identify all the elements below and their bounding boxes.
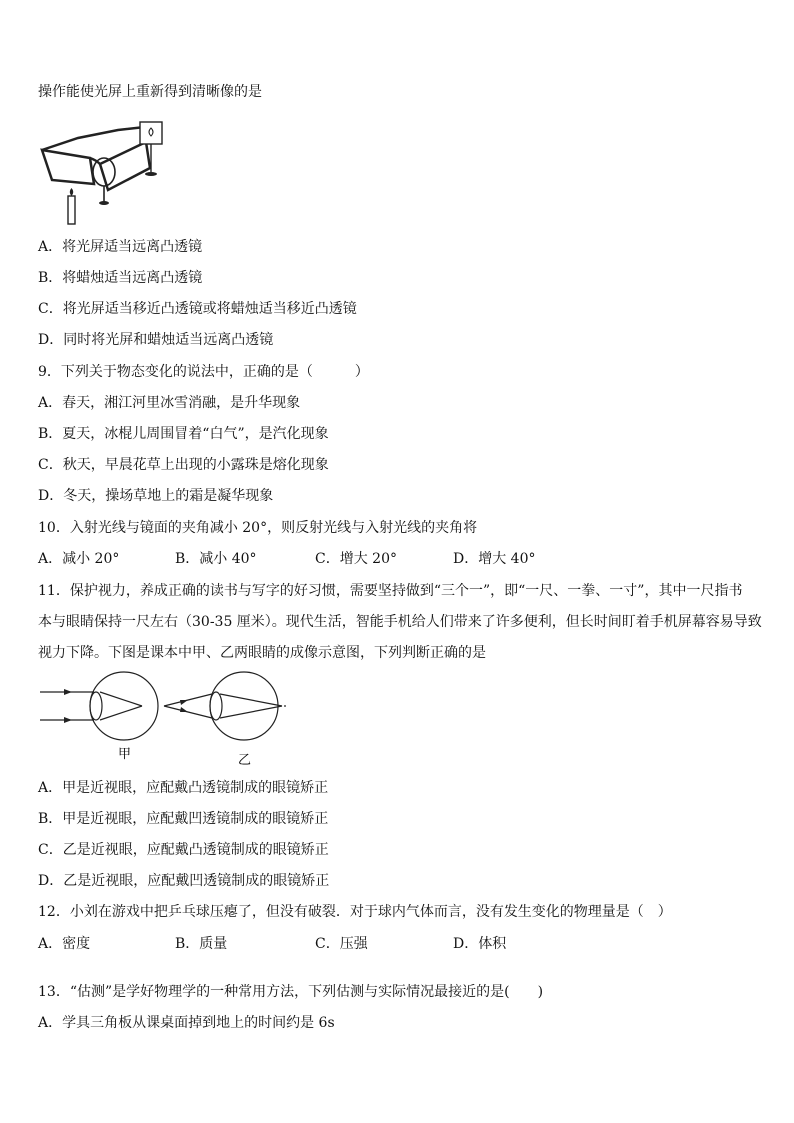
q12-option-d: D．体积 <box>453 936 507 952</box>
figure-label-jia: 甲 <box>118 747 132 762</box>
q12-option-c: C．压强 <box>315 936 368 952</box>
q10-option-d: D．增大 40° <box>453 551 536 567</box>
q10-stem: 10．入射光线与镜面的夹角减小 20°，则反射光线与入射光线的夹角将 <box>38 520 478 536</box>
q10-option-b: B．减小 40° <box>175 551 257 567</box>
eye-imaging-figure <box>38 668 298 774</box>
q8-option-a: A．将光屏适当远离凸透镜 <box>38 239 203 255</box>
q11-option-a: A．甲是近视眼，应配戴凸透镜制成的眼镜矫正 <box>38 780 329 796</box>
q13-stem: 13．“估测”是学好物理学的一种常用方法，下列估测与实际情况最接近的是( ) <box>38 984 544 1000</box>
q9-option-d: D．冬天，操场草地上的霜是凝华现象 <box>38 488 274 504</box>
q11-stem-line-2: 本与眼睛保持一尺左右（30-35 厘米）。现代生活，智能手机给人们带来了许多便利，但长时间盯着手机屏幕容易导致 <box>38 614 762 630</box>
q13-option-a: A．学具三角板从课桌面掉到地上的时间约是 6s <box>38 1015 335 1031</box>
q8-option-b: B．将蜡烛适当远离凸透镜 <box>38 270 203 286</box>
q11-option-b: B．甲是近视眼，应配戴凹透镜制成的眼镜矫正 <box>38 811 329 827</box>
q11-stem-line-1: 11．保护视力，养成正确的读书与写字的好习惯，需要坚持做到“三个一”，即“一尺、一拳、一寸”，其中一尺指书 <box>38 583 743 599</box>
q8-option-d: D．同时将光屏和蜡烛适当远离凸透镜 <box>38 332 274 348</box>
q11-stem-line-3: 视力下降。下图是课本中甲、乙两眼睛的成像示意图，下列判断正确的是 <box>38 645 486 661</box>
q9-option-c: C．秋天，早晨花草上出现的小露珠是熔化现象 <box>38 457 329 473</box>
q9-stem: 9．下列关于物态变化的说法中，正确的是（ ） <box>38 364 369 380</box>
q9-option-b: B．夏天，冰棍儿周围冒着“白气”，是汽化现象 <box>38 426 329 442</box>
question-continuation: 操作能使光屏上重新得到清晰像的是 <box>38 84 262 100</box>
q9-option-a: A．春天，湘江河里冰雪消融，是升华现象 <box>38 395 301 411</box>
figure-label-yi: 乙 <box>238 753 252 768</box>
glasses-lens-experiment-figure <box>38 118 170 228</box>
q11-option-d: D．乙是近视眼，应配戴凹透镜制成的眼镜矫正 <box>38 873 330 889</box>
q12-option-b: B．质量 <box>175 936 228 952</box>
q12-stem: 12．小刘在游戏中把乒乓球压瘪了，但没有破裂．对于球内气体而言，没有发生变化的物理量是（ ） <box>38 904 672 920</box>
q12-option-a: A．密度 <box>38 936 91 952</box>
q10-option-a: A．减小 20° <box>38 551 120 567</box>
q11-option-c: C．乙是近视眼，应配戴凸透镜制成的眼镜矫正 <box>38 842 329 858</box>
q8-option-c: C．将光屏适当移近凸透镜或将蜡烛适当移近凸透镜 <box>38 301 357 317</box>
q10-option-c: C．增大 20° <box>315 551 397 567</box>
